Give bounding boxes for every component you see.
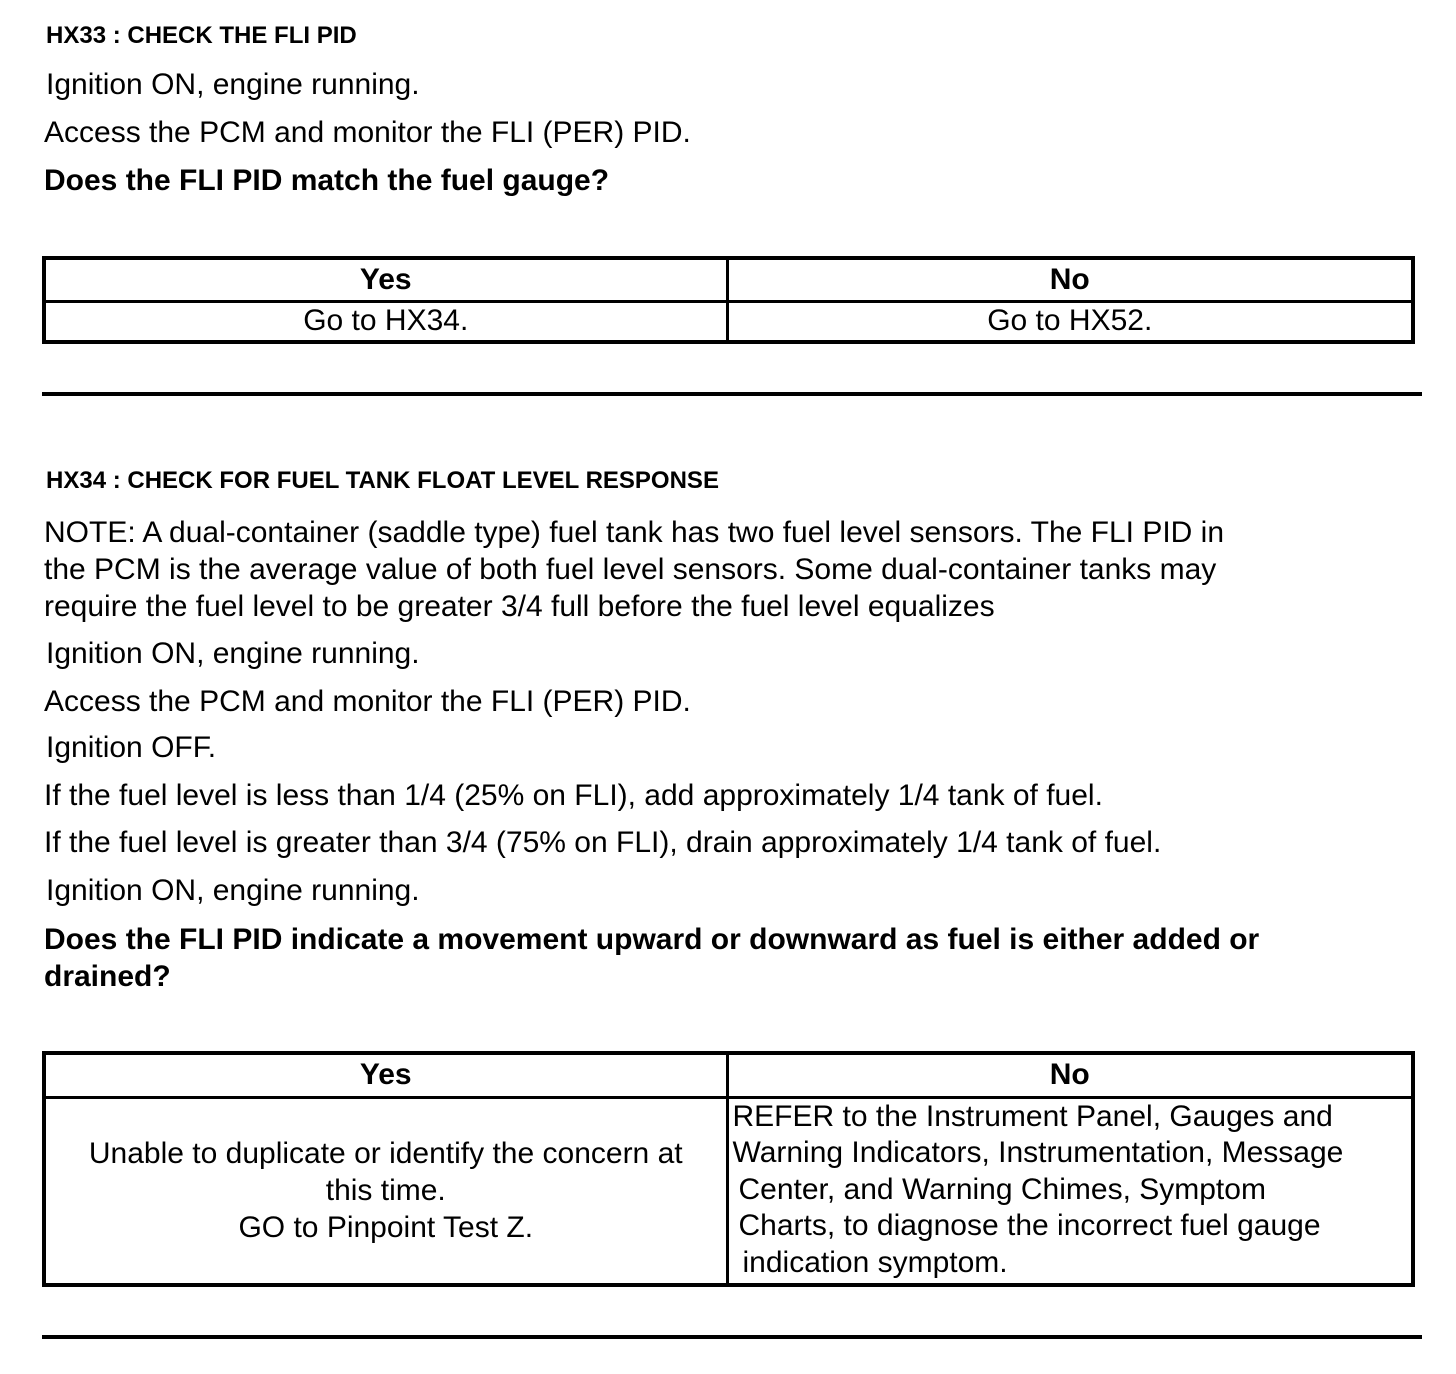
hx34-no-line: Warning Indicators, Instrumentation, Message <box>732 1136 1344 1169</box>
hx33-step-1: Ignition ON, engine running. <box>46 68 420 101</box>
hx33-yes-cell: Go to HX34. <box>44 301 727 342</box>
hx34-yes-cell <box>44 1097 727 1285</box>
hx34-step-3: Ignition OFF. <box>46 731 217 764</box>
hx34-heading: HX34 : CHECK FOR FUEL TANK FLOAT LEVEL RESPONSE <box>46 467 719 494</box>
hx34-note-line: require the fuel level to be greater 3/4 full before the fuel level equalizes <box>44 590 995 623</box>
hx34-question <box>44 921 1424 995</box>
hx34-no-line: Charts, to diagnose the incorrect fuel gauge <box>738 1209 1321 1242</box>
hx34-note-line: the PCM is the average value of both fuel level sensors. Some dual-container tanks may <box>44 553 1217 586</box>
hx33-heading: HX33 : CHECK THE FLI PID <box>46 22 357 49</box>
hx34-question-line: drained? <box>44 960 171 993</box>
hx34-no-header: No <box>727 1053 1413 1097</box>
hx34-note-line: NOTE: A dual-container (saddle type) fuel tank has two fuel level sensors. The FLI PID in <box>44 516 1225 549</box>
hx33-no-cell: Go to HX52. <box>727 301 1413 342</box>
section-divider <box>42 392 1422 396</box>
hx34-result-table <box>42 1051 1415 1287</box>
hx34-no-line: REFER to the Instrument Panel, Gauges and <box>732 1099 1333 1133</box>
hx34-no-cell <box>727 1097 1413 1285</box>
hx33-step-2: Access the PCM and monitor the FLI (PER) PID. <box>44 116 691 149</box>
hx34-yes-line: Unable to duplicate or identify the concern at <box>88 1137 683 1171</box>
hx33-no-header: No <box>727 258 1413 301</box>
hx33-result-table <box>42 256 1415 344</box>
hx34-no-line: Center, and Warning Chimes, Symptom <box>738 1172 1266 1206</box>
hx33-question: Does the FLI PID match the fuel gauge? <box>44 164 610 197</box>
hx34-step-5: If the fuel level is greater than 3/4 (75% on FLI), drain approximately 1/4 tank of fuel. <box>44 826 1162 859</box>
hx34-step-4: If the fuel level is less than 1/4 (25% on FLI), add approximately 1/4 tank of fuel. <box>44 779 1103 812</box>
hx34-yes-header: Yes <box>44 1053 727 1097</box>
hx34-yes-line: this time. <box>325 1174 446 1208</box>
hx34-step-6: Ignition ON, engine running. <box>46 874 420 907</box>
hx34-question-line: Does the FLI PID indicate a movement upward or downward as fuel is either added or <box>44 923 1260 956</box>
hx33-yes-header: Yes <box>44 258 727 301</box>
hx34-step-1: Ignition ON, engine running. <box>46 637 420 670</box>
hx34-no-line: indication symptom. <box>742 1245 1008 1279</box>
hx34-step-2: Access the PCM and monitor the FLI (PER) PID. <box>44 685 691 718</box>
hx34-note <box>44 514 1424 625</box>
section-divider-bottom <box>42 1335 1422 1339</box>
hx34-yes-line: GO to Pinpoint Test Z. <box>238 1211 534 1245</box>
